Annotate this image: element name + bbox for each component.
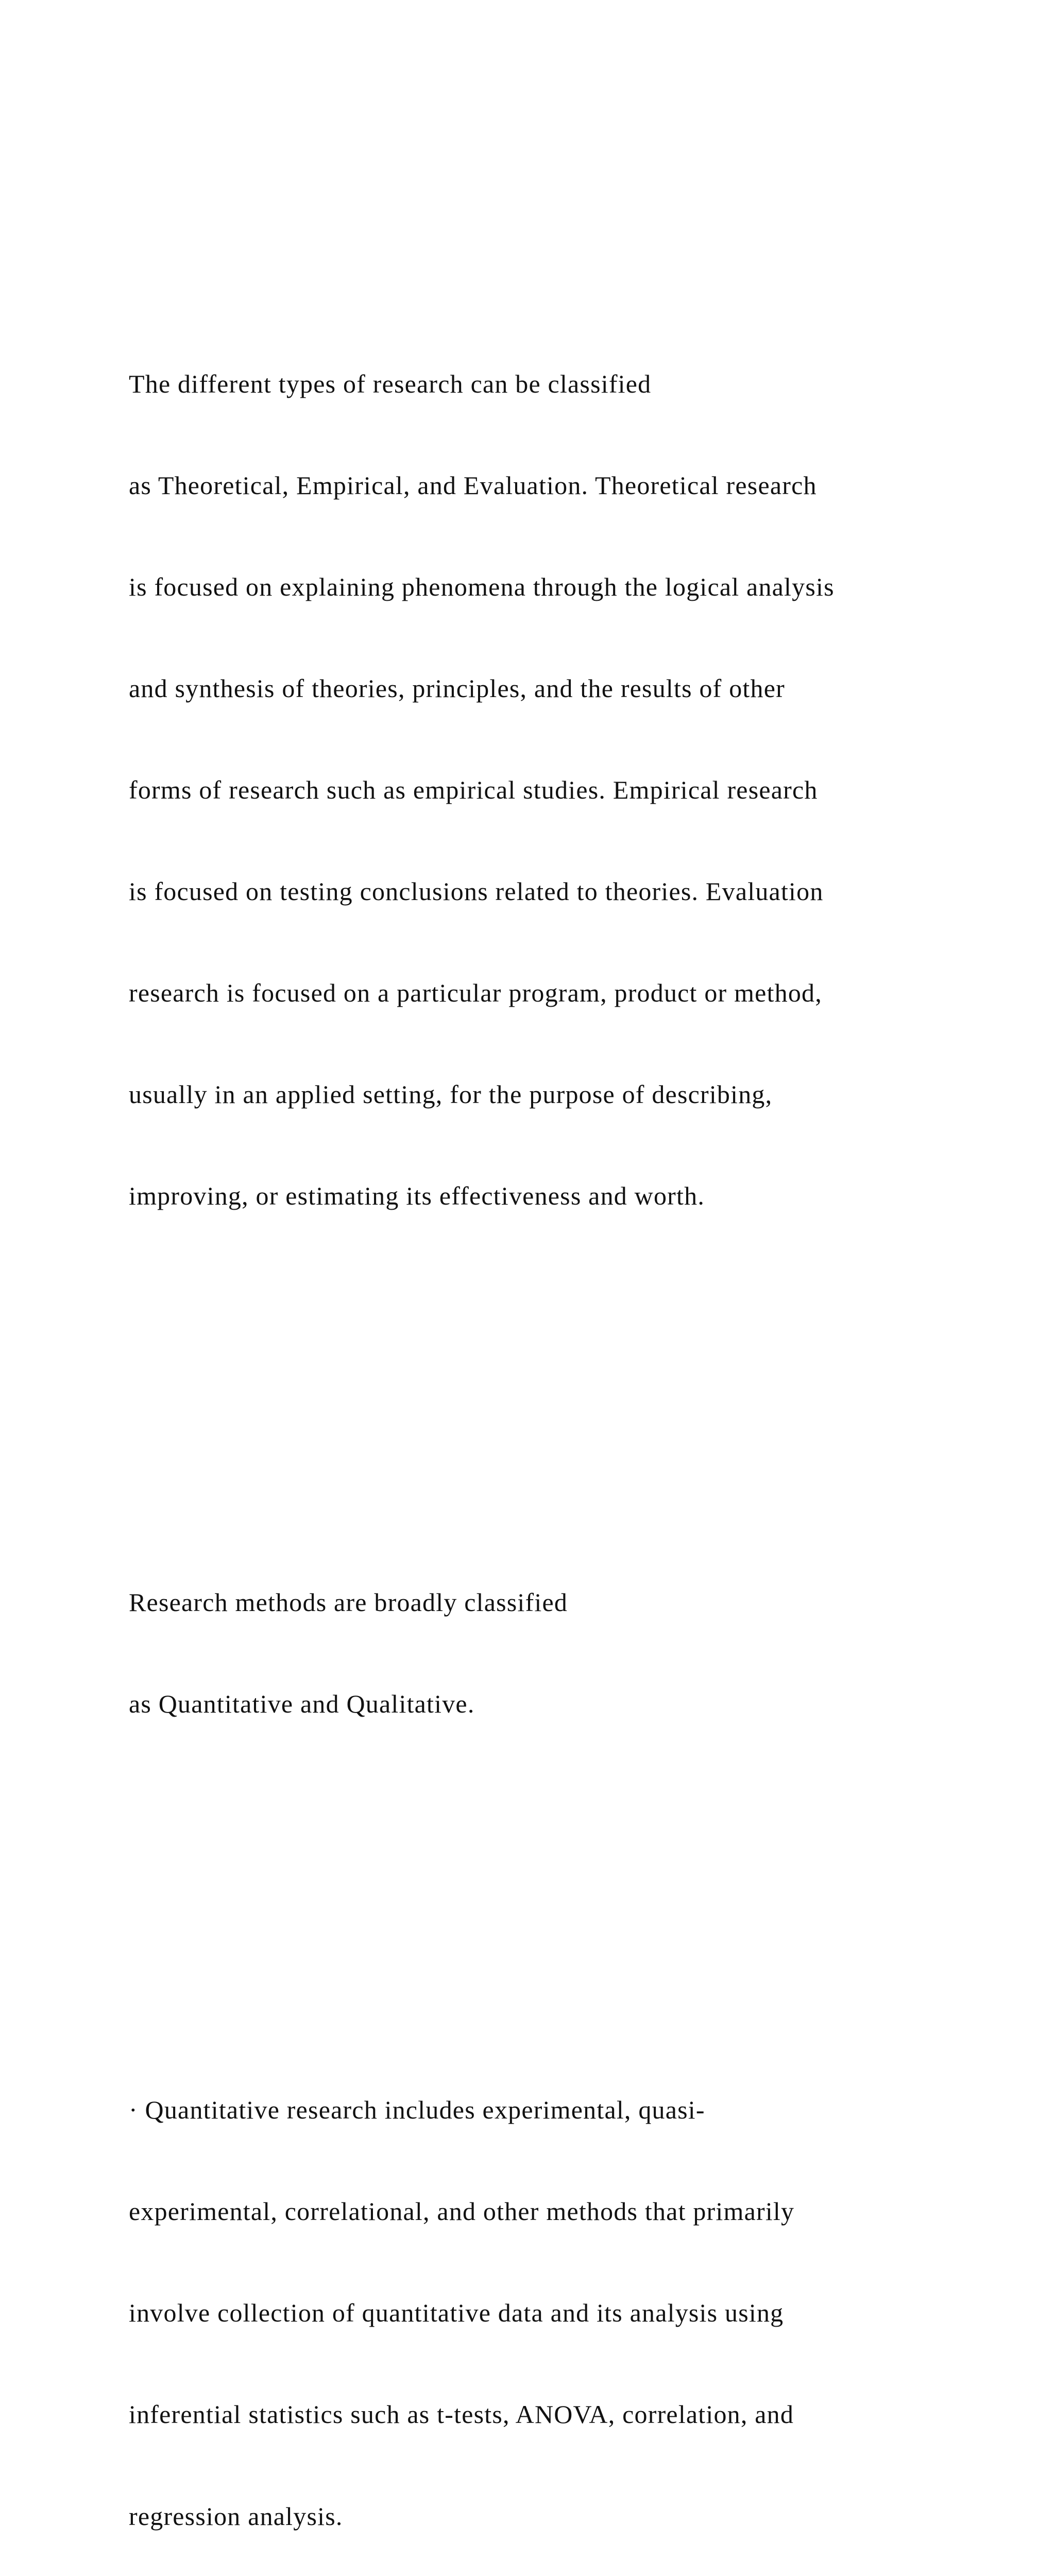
paragraph-research-types [129, 299, 1046, 1281]
text-line: The different types of research can be classified [129, 369, 652, 398]
bullet-quantitative-line: · Quantitative research includes experimental, quasi- [129, 2095, 705, 2125]
text-line: research is focused on a particular program, product or method, [129, 978, 822, 1008]
text-line: inferential statistics such as t-tests, ANOVA, correlation, and [129, 2400, 794, 2429]
text-line: forms of research such as empirical studies. Empirical research [129, 775, 818, 804]
text-line: is focused on explaining phenomena through the logical analysis [129, 572, 835, 601]
text-line: regression analysis. [129, 2501, 343, 2531]
paragraph-spacer [129, 1382, 1046, 1416]
text-line: experimental, correlational, and other methods that primarily [129, 2197, 795, 2226]
text-line: as Quantitative and Qualitative. [129, 1689, 475, 1718]
paragraph-spacer [129, 1890, 1046, 1924]
text-line: and synthesis of theories, principles, and the results of other [129, 673, 785, 703]
text-line: Research methods are broadly classified [129, 1587, 568, 1617]
paragraph-research-methods [129, 1518, 1046, 1789]
text-line: involve collection of quantitative data and its analysis using [129, 2298, 784, 2328]
document-body [129, 198, 1046, 2576]
text-line: as Theoretical, Empirical, and Evaluation. Theoretical research [129, 470, 817, 500]
paragraph-method-bullets [129, 2026, 1046, 2576]
text-line: usually in an applied setting, for the purpose of describing, [129, 1080, 773, 1109]
text-line: is focused on testing conclusions related to theories. Evaluation [129, 876, 824, 906]
text-line: improving, or estimating its effectiveness and worth. [129, 1181, 705, 1211]
